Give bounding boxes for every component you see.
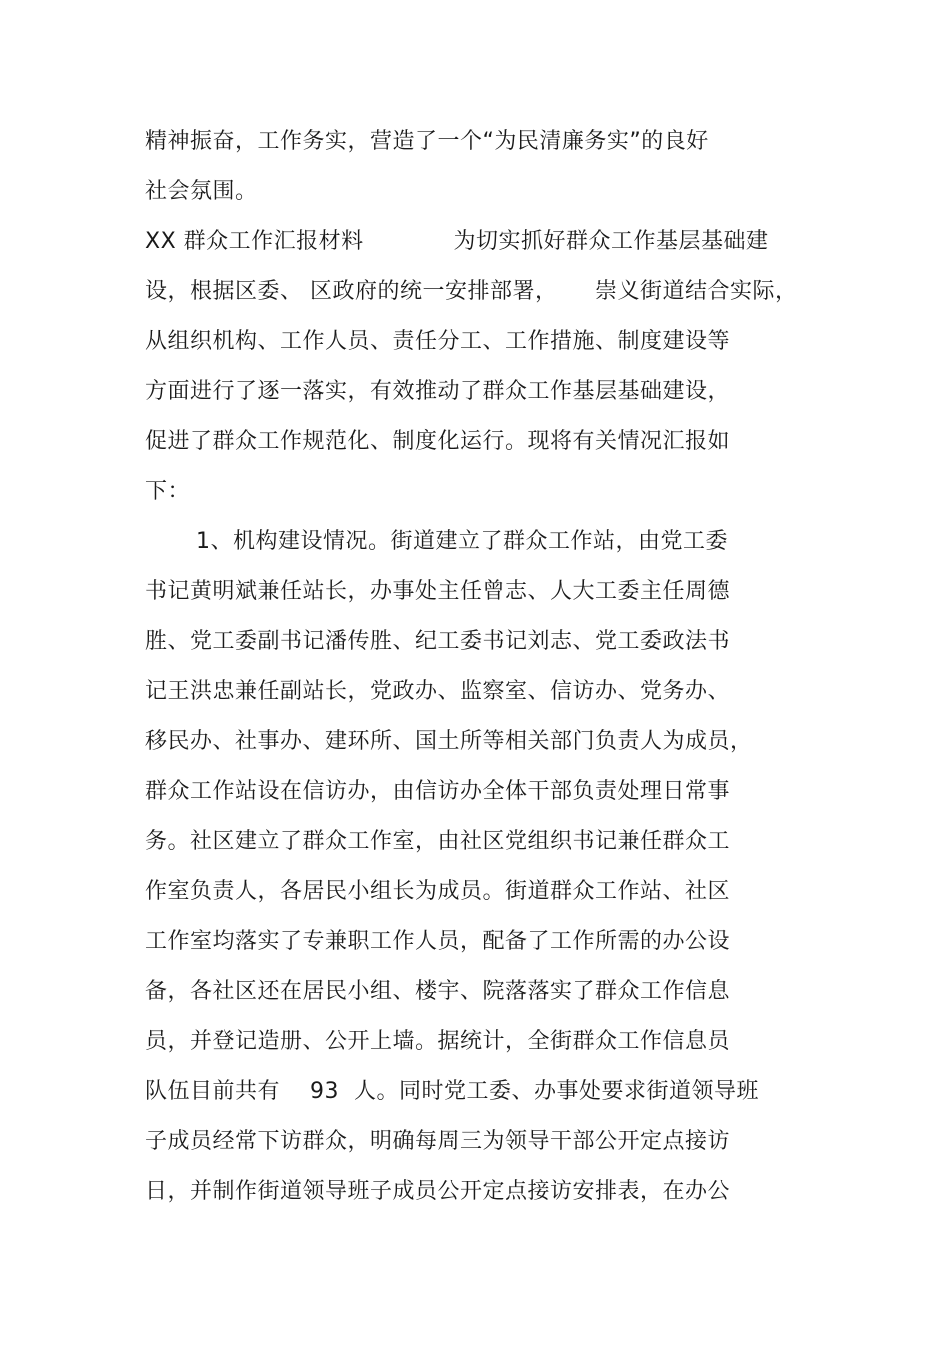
text-line: 备，各社区还在居民小组、楼宇、院落落实了群众工作信息 — [145, 979, 731, 1004]
text-line: 群众工作站设在信访办，由信访办全体干部负责处理日常事 — [145, 779, 731, 804]
text-line: 从组织机构、工作人员、责任分工、工作措施、制度建设等 — [145, 329, 731, 354]
text-line: 作室负责人，各居民小组长为成员。街道群众工作站、社区 — [145, 879, 731, 904]
text-line: 务。社区建立了群众工作室，由社区党组织书记兼任群众工 — [145, 829, 731, 854]
paragraph-first-line: 1、机构建设情况。街道建立了群众工作站，由党工委 — [196, 529, 728, 554]
text-line: XX 群众工作汇报材料 为切实抓好群众工作基层基础建 — [145, 229, 769, 254]
text-line: 社会氛围。 — [145, 179, 258, 204]
text-line: 促进了群众工作规范化、制度化运行。现将有关情况汇报如 — [145, 429, 731, 454]
text-line: 记王洪忠兼任副站长，党政办、监察室、信访办、党务办、 — [145, 679, 731, 704]
text-line: 精神振奋，工作务实，营造了一个“为民清廉务实”的良好 — [145, 129, 709, 154]
text-line: 胜、党工委副书记潘传胜、纪工委书记刘志、党工委政法书 — [145, 629, 731, 654]
text-line: 书记黄明斌兼任站长，办事处主任曾志、人大工委主任周德 — [145, 579, 731, 604]
text-line: 日，并制作街道领导班子成员公开定点接访安排表，在办公 — [145, 1179, 731, 1204]
text-line: 移民办、社事办、建环所、国土所等相关部门负责人为成员， — [145, 729, 753, 754]
text-line: 方面进行了逐一落实，有效推动了群众工作基层基础建设， — [145, 379, 731, 404]
text-line: 下： — [145, 479, 191, 504]
text-line: 工作室均落实了专兼职工作人员，配备了工作所需的办公设 — [145, 929, 731, 954]
text-line: 队伍目前共有 93 人。同时党工委、办事处要求街道领导班 — [145, 1079, 759, 1104]
text-line: 员，并登记造册、公开上墙。据统计，全街群众工作信息员 — [145, 1029, 731, 1054]
text-line: 子成员经常下访群众，明确每周三为领导干部公开定点接访 — [145, 1129, 731, 1154]
text-line: 设，根据区委、 区政府的统一安排部署， 崇义街道结合实际， — [145, 279, 798, 304]
